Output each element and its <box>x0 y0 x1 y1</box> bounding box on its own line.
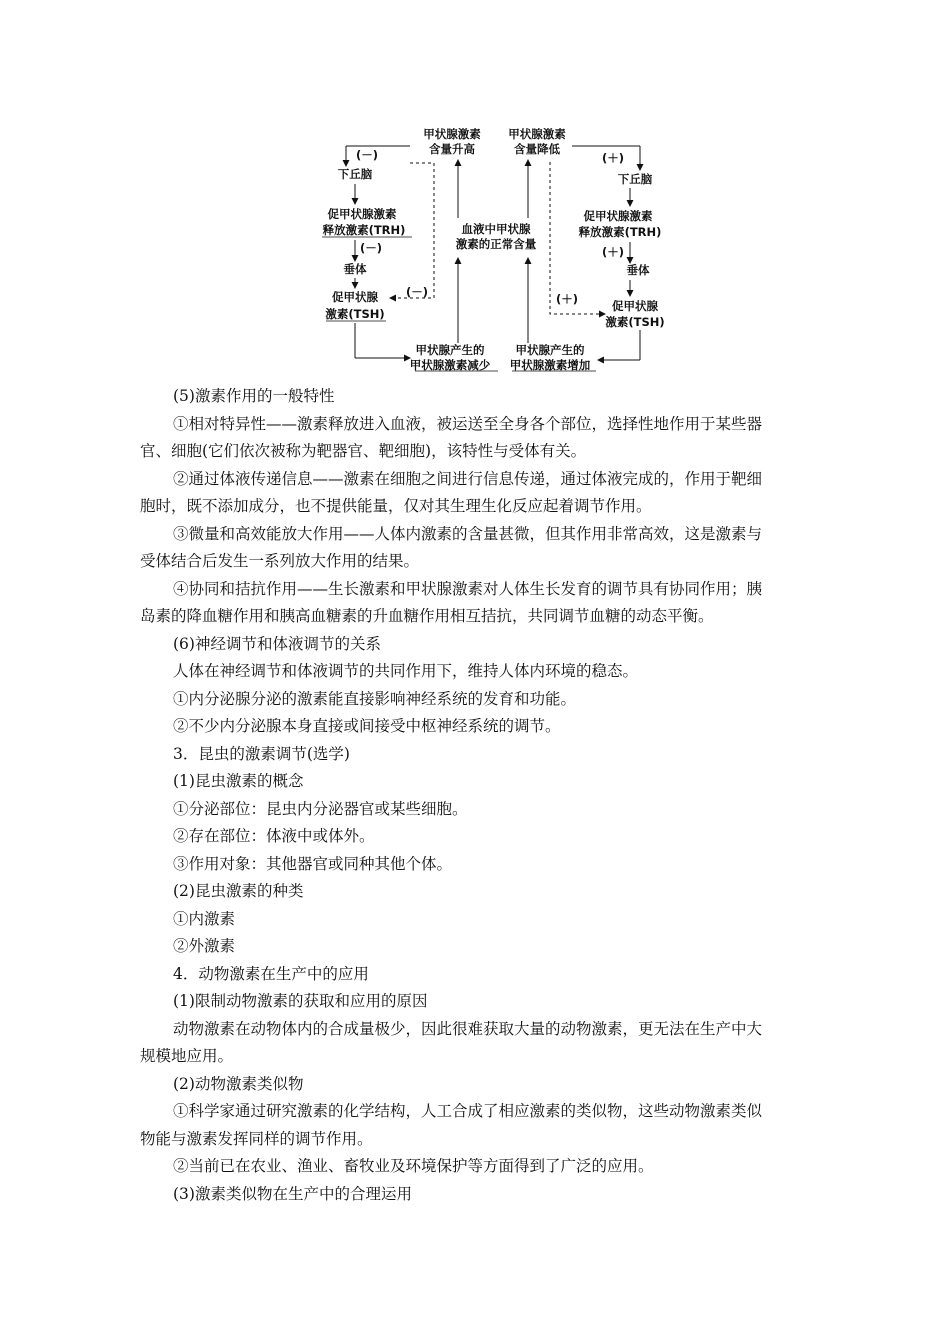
node-normal-level-1: 血液中甲状腺 <box>461 222 531 236</box>
subsection-heading: (1)限制动物激素的获取和应用的原因 <box>173 992 428 1010</box>
paragraph-line: 规模地应用。 <box>140 1047 234 1065</box>
node-increase-2: 甲状腺激素增加 <box>509 358 591 372</box>
paragraph-line: 人体在神经调节和体液调节的共同作用下，维持人体内环境的稳态。 <box>173 662 639 680</box>
subsection-heading: (1)昆虫激素的概念 <box>173 772 304 790</box>
paragraph-line: 岛素的降血糖作用和胰高血糖素的升血糖作用相互拮抗，共同调节血糖的动态平衡。 <box>140 607 714 625</box>
paragraph-line: ②不少内分泌腺本身直接或间接受中枢神经系统的调节。 <box>173 717 561 735</box>
left-tsh-1: 促甲状腺 <box>332 290 378 304</box>
pos-label-tsh: (＋) <box>556 292 579 306</box>
paragraph-line: ②通过体液传递信息——激素在细胞之间进行信息传递，通过体液完成的，作用于靶细 <box>173 470 763 488</box>
left-pituitary: 垂体 <box>343 262 367 276</box>
paragraph-line: ②当前已在农业、渔业、畜牧业及环境保护等方面得到了广泛的应用。 <box>173 1157 654 1175</box>
thyroid-feedback-diagram <box>300 118 690 380</box>
section-3-heading: 3．昆虫的激素调节(选学) <box>173 745 350 763</box>
paragraph-line: ②存在部位：体液中或体外。 <box>173 827 375 845</box>
node-normal-level-2: 激素的正常含量 <box>455 237 537 251</box>
paragraph-line: ①内分泌腺分泌的激素能直接影响神经系统的发育和功能。 <box>173 690 577 708</box>
subsection-heading: (2)动物激素类似物 <box>173 1075 304 1093</box>
paragraph-line: 官、细胞(它们依次被称为靶器官、靶细胞)，该特性与受体有关。 <box>140 442 587 460</box>
paragraph-line: ①相对特异性——激素释放进入血液，被运送至全身各个部位，选择性地作用于某些器 <box>173 415 763 433</box>
right-hypothalamus: 下丘脑 <box>617 172 653 186</box>
right-trh-2: 释放激素(TRH) <box>578 225 662 239</box>
paragraph-line: ②外激素 <box>173 937 236 955</box>
neg-label-tsh: (－) <box>406 285 429 299</box>
node-hormone-high-1: 甲状腺激素 <box>423 127 481 141</box>
subsection-heading: (3)激素类似物在生产中的合理运用 <box>173 1185 412 1203</box>
left-trh-1: 促甲状腺激素 <box>327 207 397 221</box>
paragraph-line: ③微量和高效能放大作用——人体内激素的含量甚微，但其作用非常高效，这是激素与 <box>173 525 763 543</box>
right-tsh-1: 促甲状腺 <box>612 299 658 313</box>
paragraph-line: ③作用对象：其他器官或同种其他个体。 <box>173 855 453 873</box>
left-trh-2: 释放激素(TRH) <box>322 223 406 237</box>
section-6-heading: (6)神经调节和体液调节的关系 <box>173 635 381 653</box>
section-5-heading: (5)激素作用的一般特性 <box>173 387 335 405</box>
paragraph-line: ①科学家通过研究激素的化学结构，人工合成了相应激素的类似物，这些动物激素类似 <box>173 1102 763 1120</box>
node-hormone-high-2: 含量升高 <box>429 142 475 156</box>
right-tsh-2: 激素(TSH) <box>605 315 665 329</box>
node-decrease-1: 甲状腺产生的 <box>415 343 485 357</box>
left-hypothalamus: 下丘脑 <box>337 167 373 181</box>
pos-label-top: (＋) <box>602 151 625 165</box>
paragraph-line: 物能与激素发挥同样的调节作用。 <box>140 1130 373 1148</box>
paragraph-line: ①内激素 <box>173 910 236 928</box>
paragraph-line: 受体结合后发生一系列放大作用的结果。 <box>140 552 420 570</box>
section-4-heading: 4．动物激素在生产中的应用 <box>173 965 369 983</box>
neg-label-mid: (－) <box>360 241 383 255</box>
paragraph-line: 胞时，既不添加成分，也不提供能量，仅对其生理生化反应起着调节作用。 <box>140 497 652 515</box>
node-hormone-low-2: 含量降低 <box>514 142 560 156</box>
paragraph-line: 动物激素在动物体内的合成量极少，因此很难获取大量的动物激素，更无法在生产中大 <box>173 1020 763 1038</box>
neg-label-top: (－) <box>356 148 379 162</box>
node-hormone-low-1: 甲状腺激素 <box>508 127 566 141</box>
node-increase-1: 甲状腺产生的 <box>515 343 585 357</box>
subsection-heading: (2)昆虫激素的种类 <box>173 882 304 900</box>
paragraph-line: ④协同和拮抗作用——生长激素和甲状腺激素对人体生长发育的调节具有协同作用；胰 <box>173 580 763 598</box>
left-tsh-2: 激素(TSH) <box>325 307 385 321</box>
paragraph-line: ①分泌部位：昆虫内分泌器官或某些细胞。 <box>173 800 468 818</box>
node-decrease-2: 甲状腺激素减少 <box>409 358 491 372</box>
right-pituitary: 垂体 <box>626 263 650 277</box>
right-trh-1: 促甲状腺激素 <box>583 209 653 223</box>
pos-label-mid: (＋) <box>602 245 625 259</box>
